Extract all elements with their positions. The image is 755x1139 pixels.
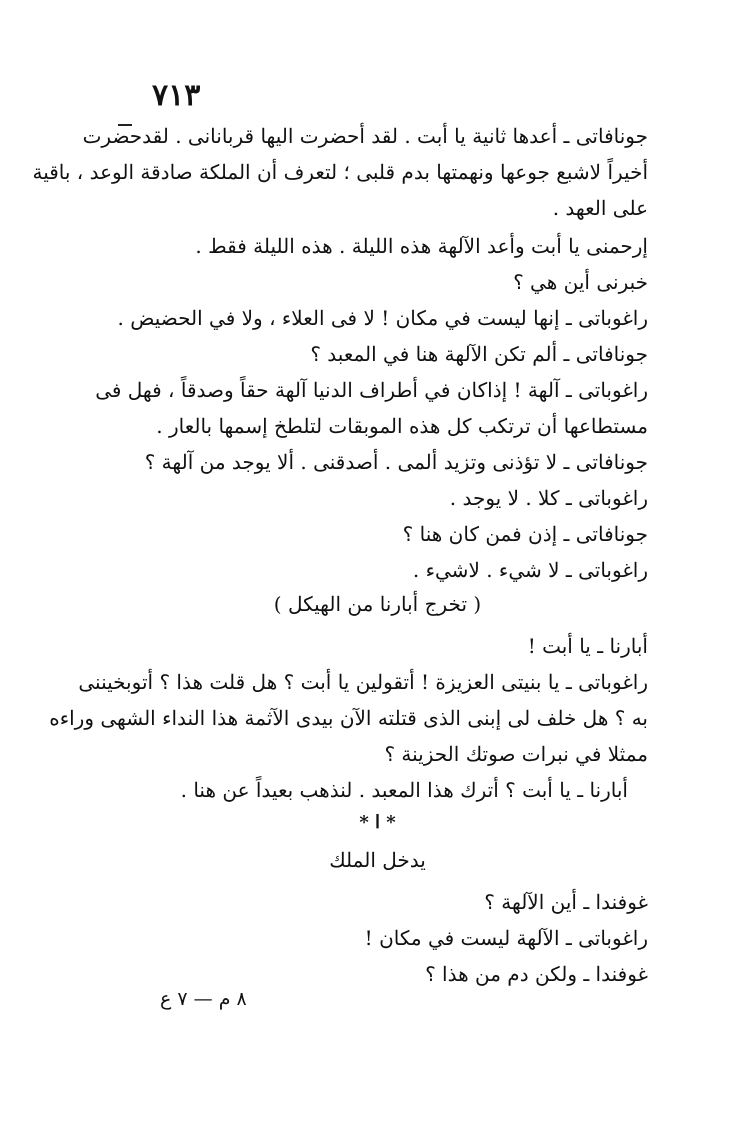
stage-direction: ( تخرج أبارنا من الهيكل ) <box>273 592 482 616</box>
dialogue-line: جونافاتى ـ إذن فمن كان هنا ؟ <box>402 522 648 546</box>
dialogue-line: خبرنى أين هي ؟ <box>513 270 648 294</box>
dialogue-line: مستطاعها أن ترتكب كل هذه الموبقات لتلطخ إسمها بالعار . <box>156 414 648 438</box>
dialogue-line: به ؟ هل خلف لى إبنى الذى قتلته الآن بيدى الآثمة هذا النداء الشهى وراءه <box>49 706 648 730</box>
dialogue-line: راغوباتى ـ آلهة ! إذاكان في أطراف الدنيا آلهة حقاً وصدقاً ، فهل فى <box>95 378 648 402</box>
dialogue-line: راغوباتى ـ كلا . لا يوجد . <box>449 486 648 510</box>
dialogue-line: جونافاتى ـ ألم تكن الآلهة هنا في المعبد ؟ <box>310 342 648 366</box>
dialogue-line: غوفندا ـ ولكن دم من هذا ؟ <box>425 962 648 986</box>
dialogue-line: راغوباتى ـ الآلهة ليست في مكان ! <box>364 926 648 950</box>
dialogue-line: أبارنا ـ يا أبت ! <box>527 634 648 658</box>
dialogue-line: راغوباتى ـ لا شيء . لاشيء . <box>412 558 648 582</box>
dialogue-line: أخيراً لاشبع جوعها ونهمتها بدم قلبى ؛ لتعرف أن الملكة صادقة الوعد ، باقية <box>32 160 648 184</box>
footer-signature: ٨ م — ٧ ع <box>160 988 247 1010</box>
page-number: ٧١٣ <box>152 78 201 113</box>
dialogue-line: غوفندا ـ أين الآلهة ؟ <box>484 890 648 914</box>
dialogue-line: أبارنا ـ يا أبت ؟ أترك هذا المعبد . لنذهب بعيداً عن هنا . <box>180 778 628 802</box>
dialogue-line: جونافاتى ـ لا تؤذنى وتزيد ألمى . أصدقنى . ألا يوجد من آلهة ؟ <box>144 450 648 474</box>
dialogue-line: راغوباتى ـ إنها ليست في مكان ! لا فى العلاء ، ولا في الحضيض . <box>117 306 648 330</box>
dialogue-line: على العهد . <box>552 196 648 220</box>
dialogue-line: جونافاتى ـ أعدها ثانية يا أبت . لقد أحضرت اليها قربانانى . لقدحضرت <box>82 124 648 148</box>
dialogue-line: راغوباتى ـ يا بنيتى العزيزة ! أتقولين يا أبت ؟ هل قلت هذا ؟ أتوبخيننى <box>78 670 648 694</box>
scene-divider: * ا * <box>359 812 396 833</box>
stage-direction: يدخل الملك <box>329 848 426 872</box>
dialogue-line: إرحمنى يا أبت وأعد الآلهة هذه الليلة . هذه الليلة فقط . <box>195 234 648 258</box>
play-text <box>32 0 648 1139</box>
dialogue-line: ممثلا في نبرات صوتك الحزينة ؟ <box>384 742 648 766</box>
